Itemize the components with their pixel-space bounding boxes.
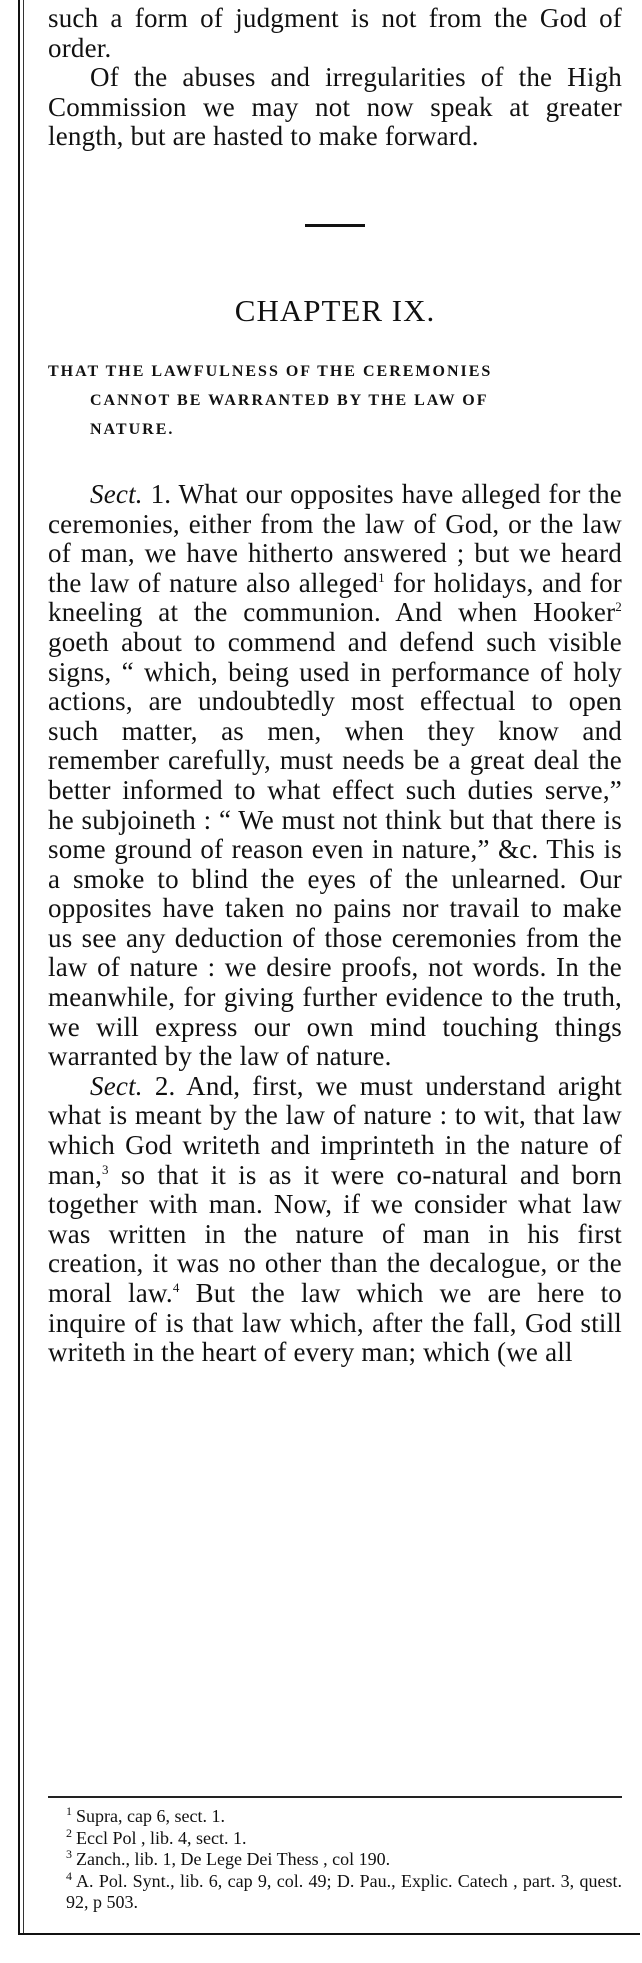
main-text-column: [48, 0, 622, 1368]
footnote-ref-4: 4: [172, 1280, 180, 1295]
section-label: Sect.: [90, 1070, 143, 1101]
bottom-margin-rule: [18, 1933, 640, 1935]
paragraph-high-commission: Of the abuses and irregularities of the High Commission we may not now speak at greater length, but are hasted to make forward.: [48, 62, 622, 152]
footnote-mark: 4: [66, 1868, 72, 1883]
left-margin-rule: [18, 0, 20, 1935]
footnote-text: Supra, cap 6, sect. 1.: [76, 1806, 225, 1826]
chapter-title: CHAPTER IX.: [234, 292, 436, 328]
section-1-paragraph: [48, 480, 622, 1072]
footnote-2: [48, 1825, 622, 1850]
footnote-mark: 2: [66, 1825, 72, 1840]
section-divider: [305, 224, 365, 227]
footnote-ref-1: 1: [378, 569, 385, 585]
section-1-text-c: goeth about to commend and defend such visible signs, “ which, being used in performance of holy actions, are undoubtedly most effectual to open such matter, as men, when they know and remember carefully, must needs be a great deal the better informed to what effect such duties serve,” he subjoineth : “ We must not think but that there is some ground of reason even in nature,” &c. This is a smoke to blind the eyes of the unlearned. Our opposites have taken no pains nor travail to make us see any deduction of those ceremonies from the law of nature : we desire proofs, not words. In the meanwhile, for giving further evidence to the truth, we will express our own mind touching things warranted by the law of nature.: [48, 626, 622, 1072]
footnote-text: Zanch., lib. 1, De Lege Dei Thess , col 190.: [76, 1849, 391, 1870]
chapter-subtitle: [48, 357, 622, 444]
footnote-text: A. Pol. Synt., lib. 6, cap 9, col. 49; D. Pau., Explic. Catech , part. 3, quest. 92, p 503.: [66, 1870, 622, 1913]
section-label: Sect.: [90, 478, 143, 509]
footnote-ref-2: 2: [615, 599, 622, 615]
paragraph-continuation: such a form of judgment is not from the God of order.: [48, 3, 622, 63]
footnote-1: [48, 1806, 622, 1828]
footnote-4: [48, 1868, 622, 1914]
left-margin-rule-thin: [23, 0, 24, 1935]
footnote-rule: [48, 1796, 622, 1798]
chapter-subtitle-line-2: CANNOT BE WARRANTED BY THE LAW OF: [90, 391, 489, 409]
footnote-text: Eccl Pol , lib. 4, sect. 1.: [76, 1827, 247, 1848]
section-1-text-a: 1. What our opposites have alleged for the ceremonies, either from the law of God, or the law of man, we have hitherto answered ; but we heard the law of nature also alleged: [48, 478, 622, 598]
footnote-ref-3: 3: [102, 1161, 109, 1177]
footnote-mark: 3: [66, 1847, 72, 1862]
footnotes: [48, 1806, 622, 1914]
chapter-subtitle-line-1: THAT THE LAWFULNESS OF THE CEREMONIES: [48, 362, 493, 380]
footnote-mark: 1: [66, 1804, 72, 1818]
section-2-text-a: 2. And, first, we must understand aright what is meant by the law of nature : to wit, that law which God writeth and imprinteth in the nature of man,: [48, 1070, 622, 1190]
chapter-subtitle-line-3: NATURE.: [90, 420, 175, 438]
section-2-text-c: But the law which we are here to inquire of is that law which, after the fall, God still writeth in the heart of every man; which (we all: [48, 1278, 622, 1368]
section-2-paragraph: [48, 1072, 622, 1368]
section-2-text-b: so that it is as it were co-natural and born together with man. Now, if we consider what law was written in the nature of man in his first creation, it was no other than the decalogue, or the moral law.: [48, 1159, 622, 1308]
footnote-3: [48, 1849, 622, 1871]
section-1-text-b: for holidays, and for kneeling at the communion. And when Hooker: [48, 567, 622, 628]
